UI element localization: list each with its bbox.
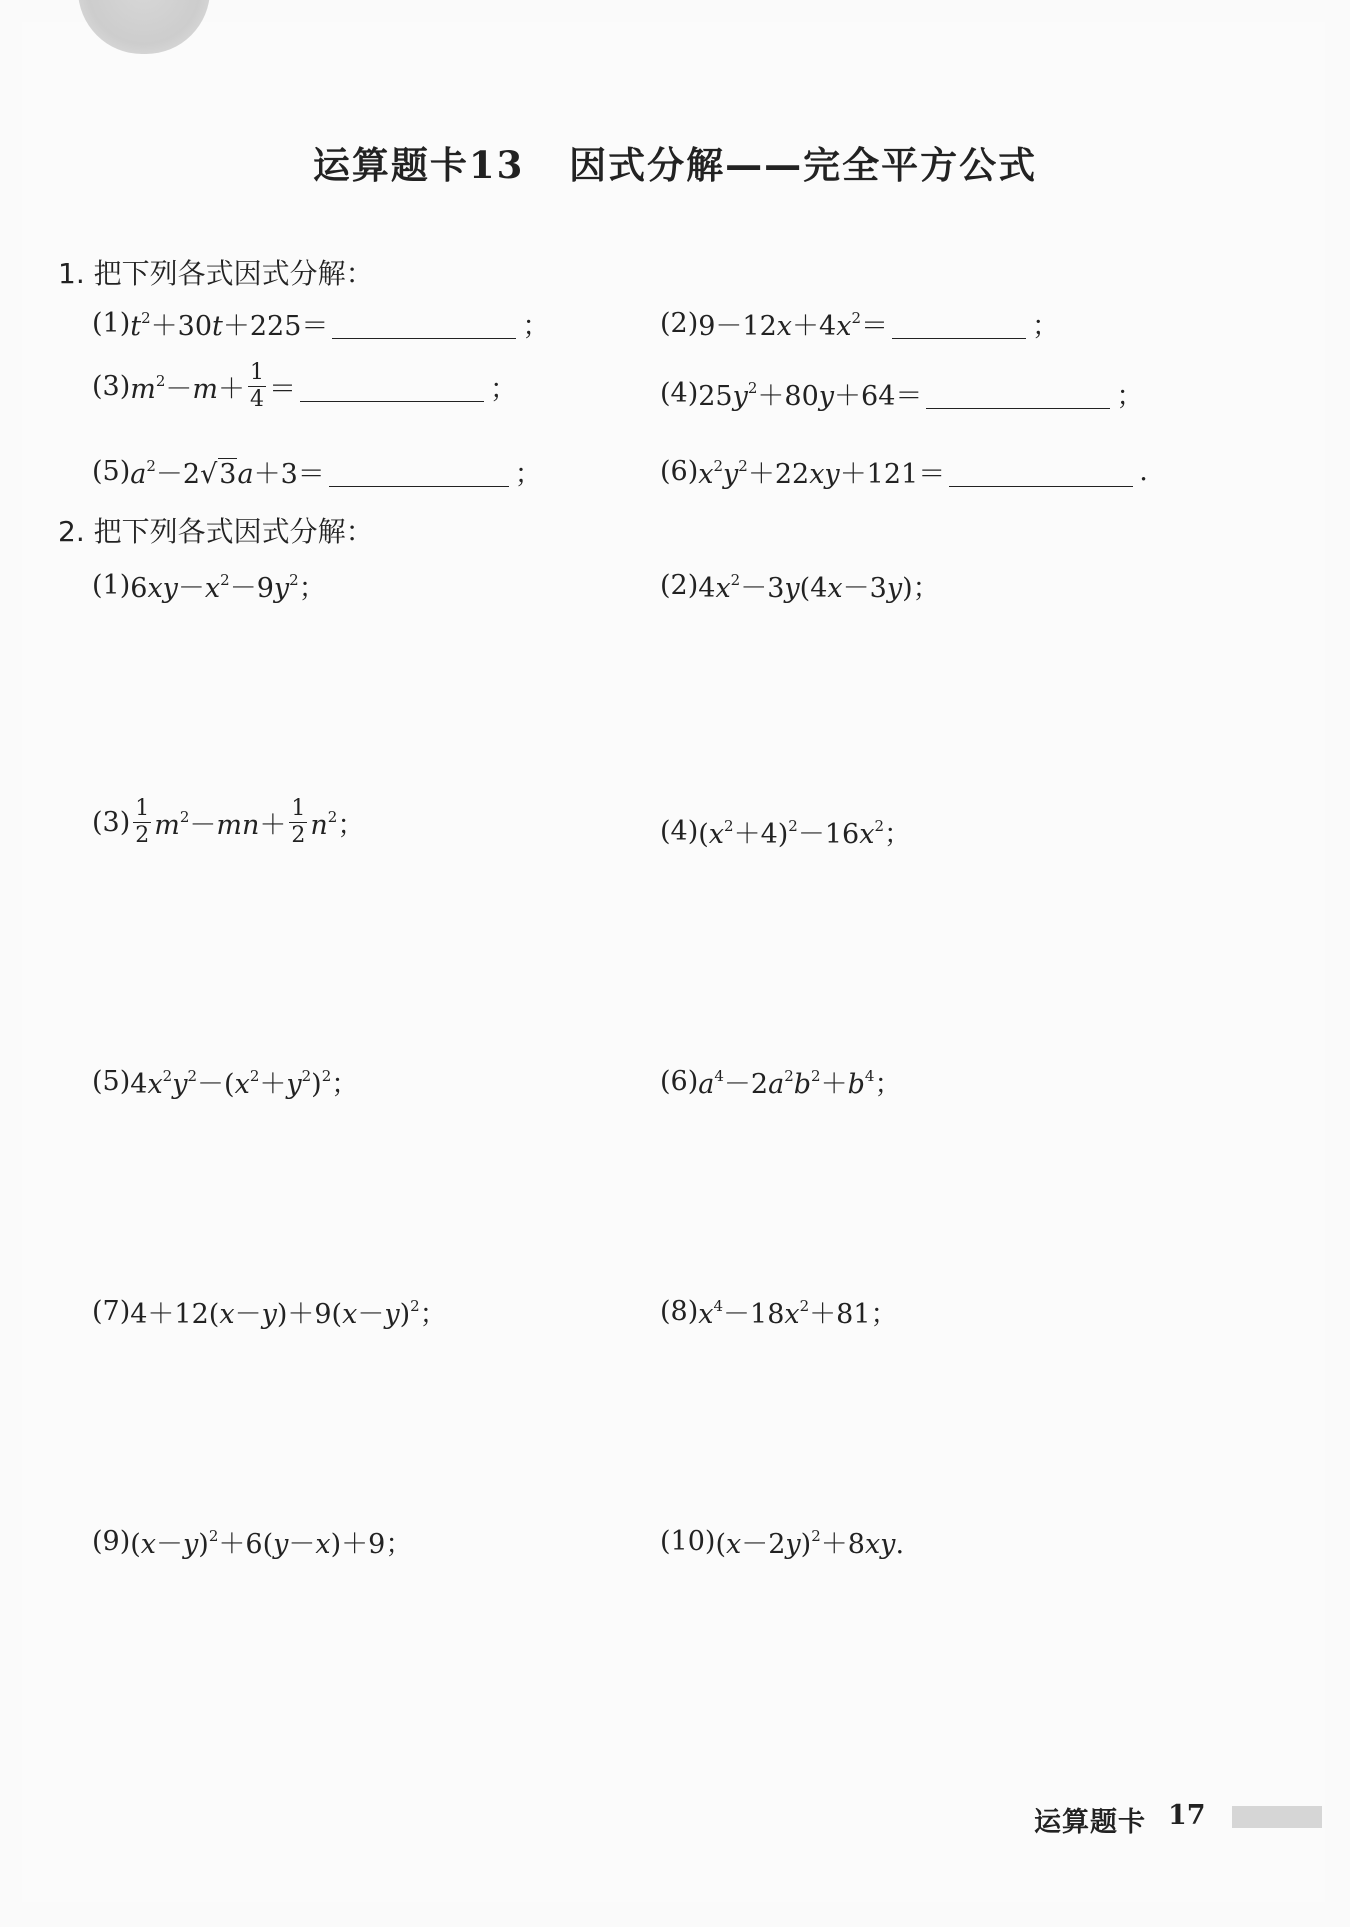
title-number: 13 [468, 143, 525, 187]
q1-item-2-label: (2) [660, 308, 699, 339]
q1-answer-blank-4[interactable] [926, 378, 1110, 409]
q2-item-3-label: (3) [92, 807, 131, 838]
q2-item-1-label: (1) [92, 570, 131, 601]
q2-item-10: (10) $(x-2y)^2+8xy$. [660, 1526, 905, 1560]
title-topic: 因式分解——完全平方公式 [569, 144, 1038, 187]
q2-item-8-label: (8) [660, 1296, 699, 1327]
page-title [0, 135, 1350, 189]
page-number: 17 [1168, 1800, 1206, 1831]
fraction-one-half: $\frac{1}{2}$ [291, 796, 306, 848]
q2-item-6: (6) $a^4-2a^2b^2+b^4$； [660, 1066, 902, 1100]
fraction-one-half: $\frac{1}{2}$ [135, 796, 150, 848]
q2-item-7: (7) $4+12(x-y)+9(x-y)^2$； [92, 1296, 447, 1330]
q1-answer-blank-1[interactable] [332, 308, 516, 339]
fraction-one-quarter: $\frac{1}{4}$ [250, 360, 265, 412]
q1-item-1: (1) $t^2+30t+225=$ ； [92, 308, 550, 342]
q2-item-4: (4) $(x^2+4)^2-16x^2$； [660, 816, 911, 850]
q1-item-3: (3) $m^2-m+$ $\frac{1}{4}$ ＝ ； [92, 360, 518, 412]
footer-decoration-bar [1232, 1806, 1322, 1828]
q2-item-5: (5) $4x^2y^2-(x^2+y^2)^2$； [92, 1066, 359, 1100]
q2-item-7-label: (7) [92, 1296, 131, 1327]
q2-item-2: (2) $4x^2-3y(4x-3y)$； [660, 570, 940, 604]
q1-item-1-label: (1) [92, 308, 131, 339]
q2-item-4-label: (4) [660, 816, 699, 847]
q1-item-5: (5) $a^2-2√3a+3=$ ； [92, 456, 542, 490]
q2-item-3: (3) $\frac{1}{2}$ $m^2-mn+$ $\frac{1}{2}$ $n^2$； [92, 796, 365, 848]
q1-item-3-label: (3) [92, 371, 131, 402]
q1-answer-blank-5[interactable] [329, 456, 509, 487]
q1-item-4: (4) $25y^2+80y+64=$ ； [660, 378, 1144, 412]
question-2-prompt: 2. 把下列各式因式分解： [58, 515, 374, 548]
q1-item-6-label: (6) [660, 456, 699, 487]
q1-item-5-label: (5) [92, 456, 131, 487]
q1-item-2: (2) $9-12x+4x^2=$ ； [660, 308, 1059, 342]
title-main: 运算题卡 [312, 144, 469, 187]
q2-item-6-label: (6) [660, 1066, 699, 1097]
q1-item-4-label: (4) [660, 378, 699, 409]
q1-answer-blank-3[interactable] [300, 371, 484, 402]
q2-item-1: (1) $6xy-x^2-9y^2$； [92, 570, 326, 604]
q2-item-2-label: (2) [660, 570, 699, 601]
q2-item-9: (9) $(x-y)^2+6(y-x)+9$； [92, 1526, 413, 1560]
question-1-prompt: 1. 把下列各式因式分解： [58, 257, 374, 290]
q1-item-6: (6) $x^2y^2+22xy+121=$ . [660, 456, 1148, 490]
q2-item-9-label: (9) [92, 1526, 131, 1557]
q2-item-10-label: (10) [660, 1526, 716, 1557]
q1-answer-blank-2[interactable] [892, 308, 1026, 339]
q2-item-8: (8) $x^4-18x^2+81$； [660, 1296, 898, 1330]
footer-label: 运算题卡 [1034, 1807, 1146, 1838]
q2-item-5-label: (5) [92, 1066, 131, 1097]
q1-answer-blank-6[interactable] [949, 456, 1133, 487]
